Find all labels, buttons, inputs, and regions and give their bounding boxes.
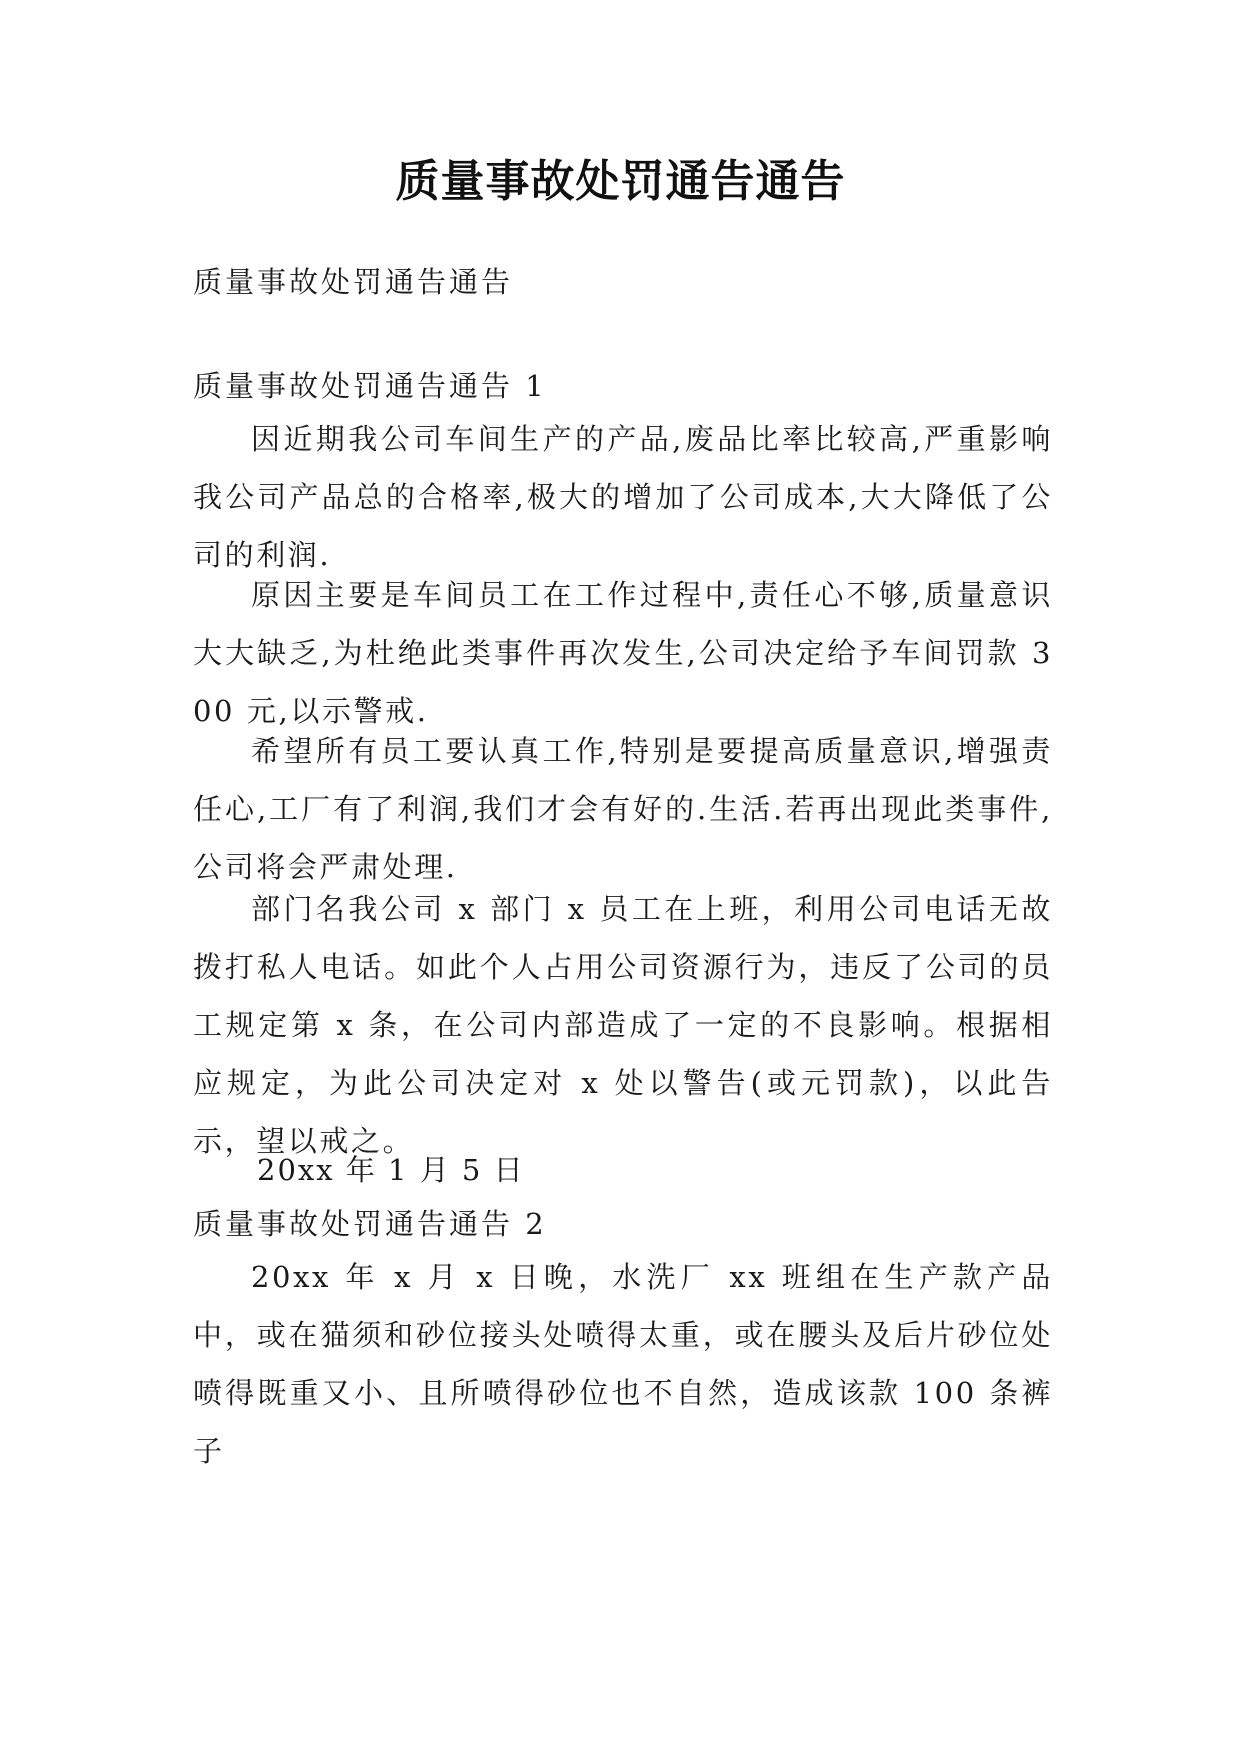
section-heading-1: 质量事故处罚通告通告 1	[193, 369, 547, 403]
notice-date: 20xx 年 1 月 5 日	[257, 1153, 525, 1187]
paragraph: 部门名我公司 x 部门 x 员工在上班，利用公司电话无故拨打私人电话。如此个人占用公司资源行为，违反了公司的员工规定第 x 条，在公司内部造成了一定的不良影响。根据相应规定，为此公司决定对 x 处以警告(或元罚款)，以此告示，望以戒之。	[193, 892, 1053, 1158]
paragraph: 希望所有员工要认真工作,特别是要提高质量意识,增强责任心,工厂有了利润,我们才会有好的.生活.若再出现此类事件,公司将会严肃处理.	[193, 734, 1053, 884]
section-heading-2: 质量事故处罚通告通告 2	[193, 1207, 547, 1241]
paragraph: 原因主要是车间员工在工作过程中,责任心不够,质量意识大大缺乏,为杜绝此类事件再次发生,公司决定给予车间罚款 300 元,以示警戒.	[193, 578, 1053, 728]
document-subtitle: 质量事故处罚通告通告	[193, 265, 514, 299]
paragraph: 因近期我公司车间生产的产品,废品比率比较高,严重影响我公司产品总的合格率,极大的增加了公司成本,大大降低了公司的利润.	[193, 422, 1053, 572]
paragraph: 20xx 年 x 月 x 日晚，水洗厂 xx 班组在生产款产品中，或在猫须和砂位接头处喷得太重，或在腰头及后片砂位处喷得既重又小、且所喷得砂位也不自然，造成该款 100 条裤子	[193, 1260, 1053, 1468]
document-title: 质量事故处罚通告通告	[395, 156, 846, 207]
